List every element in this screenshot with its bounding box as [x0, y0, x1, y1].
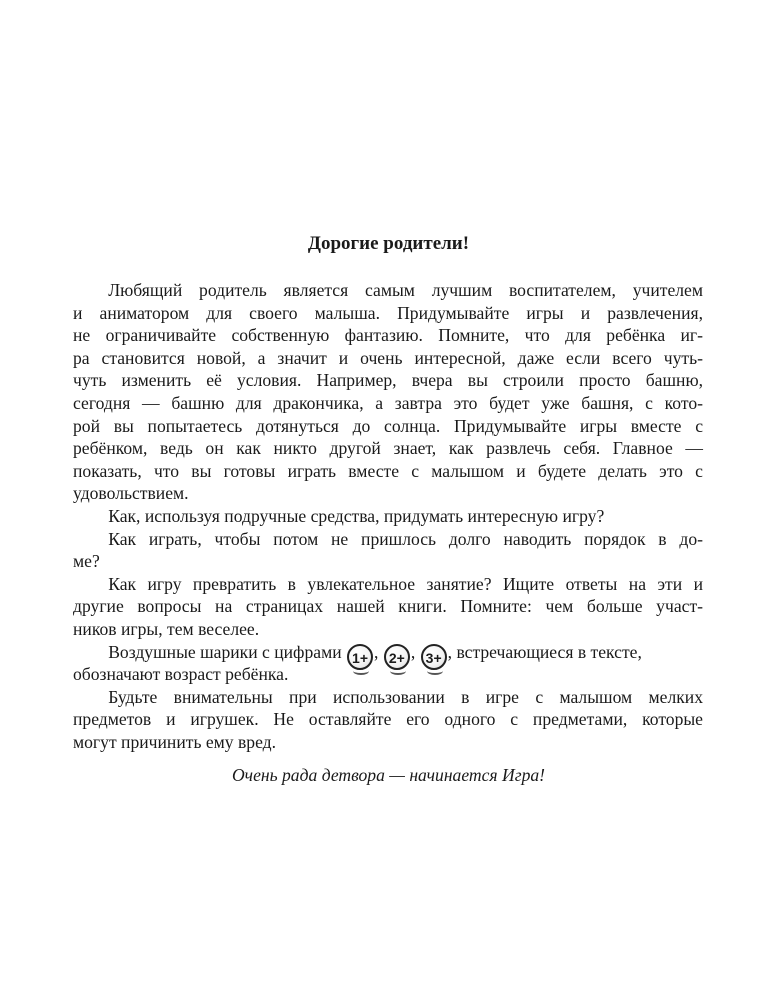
text-line: ников игры, тем веселее.: [73, 618, 260, 639]
text-line: обозначают возраст ребёнка.: [73, 664, 289, 685]
text-line: другие вопросы на страницах нашей книги. Помните: чем больше участ-: [73, 596, 703, 617]
text-line-with-age-icons: [73, 641, 703, 664]
text-line: ребёнком, ведь он как никто другой знает, как развлечь себя. Главное —: [73, 438, 703, 459]
text-line: Как игру превратить в увлекательное занятие? Ищите ответы на эти и: [108, 573, 703, 594]
text-line: Как, используя подручные средства, придумать интересную игру?: [108, 505, 605, 526]
text-line: Любящий родитель является самым лучшим воспитателем, учителем: [108, 280, 703, 300]
closing-motto: Очень рада детвора — начинается Игра!: [231, 765, 546, 785]
text-line: и аниматором для своего малыша. Придумывайте игры и развлечения,: [73, 302, 703, 323]
text-line: не ограничивайте собственную фантазию. Помните, что для ребёнка иг-: [73, 325, 703, 346]
text-line: удовольствием.: [73, 483, 189, 504]
text-line: могут причинить ему вред.: [73, 731, 277, 752]
page-title: Дорогие родители!: [307, 233, 470, 254]
text-line: Будьте внимательны при использовании в игре с малышом мелких: [108, 686, 703, 707]
age-intro-text: Воздушные шарики с цифрами: [108, 641, 342, 662]
age-2-plus-balloon-icon: 2+: [384, 644, 410, 670]
text-line: Как играть, чтобы потом не пришлось долго наводить порядок в до-: [108, 528, 703, 549]
text-line: предметов и игрушек. Не оставляйте его одного с предметами, которые: [73, 709, 703, 730]
text-line: ме?: [73, 551, 100, 572]
age-1-plus-balloon-icon: 1+: [347, 644, 373, 670]
icon-separator: ,: [374, 641, 379, 662]
icon-separator: ,: [410, 641, 416, 662]
age-3-plus-balloon-icon: 3+: [421, 644, 447, 670]
text-line: рой вы попытаетесь дотянуться до солнца. Придумывайте игры вместе с: [73, 415, 703, 436]
text-line: сегодня — башню для дракончика, а завтра это будет уже башня, с кото-: [73, 392, 703, 413]
text-line: ра становится новой, а значит и очень интересной, даже если всего чуть-: [73, 347, 703, 368]
age-outro-text: , встречающиеся в тексте,: [447, 641, 642, 662]
text-line: чуть изменить её условия. Например, вчера вы строили просто башню,: [73, 370, 703, 391]
body-text: [73, 279, 703, 753]
text-line: показать, что вы готовы играть вместе с малышом и будете делать это с: [73, 460, 703, 481]
